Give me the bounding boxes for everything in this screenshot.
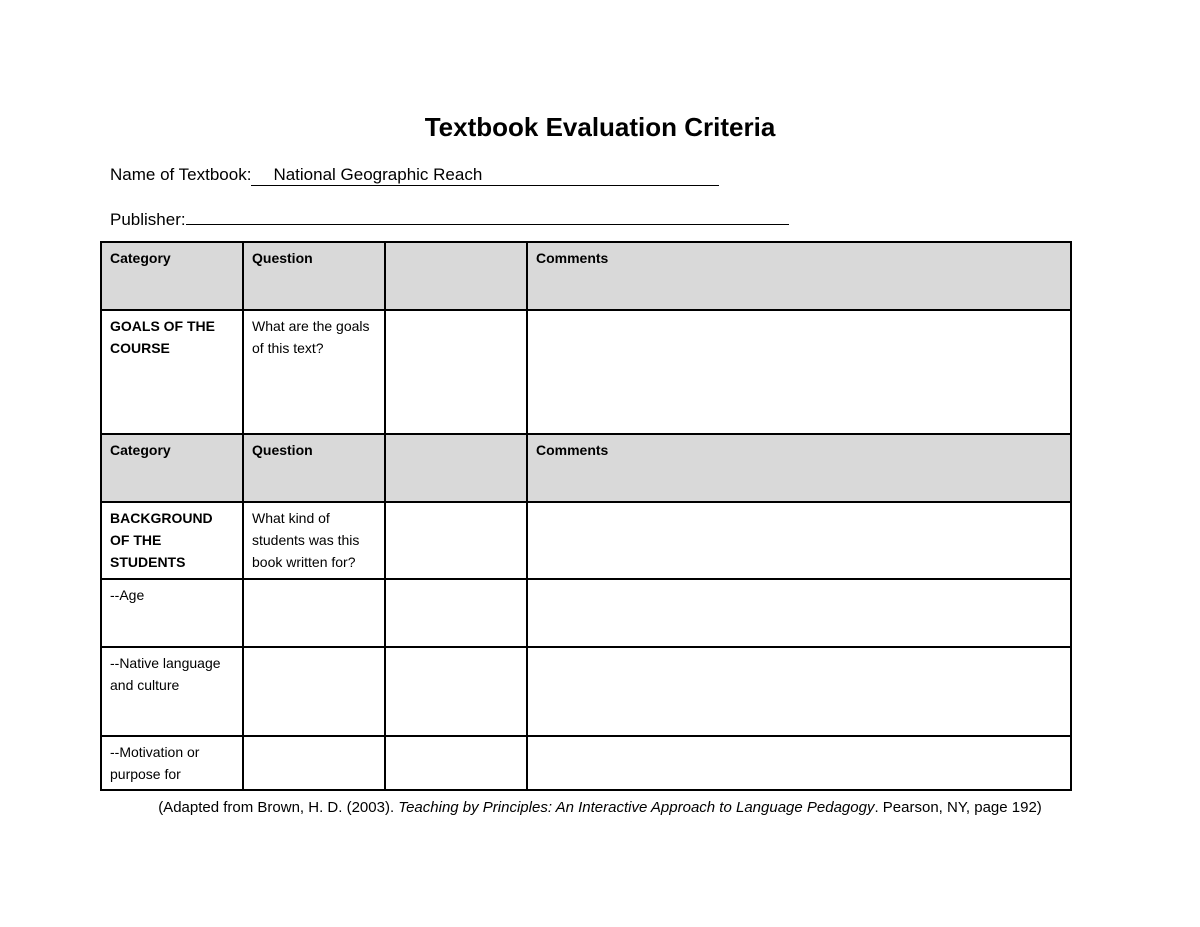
question-cell[interactable]	[243, 579, 385, 647]
table-row	[101, 647, 1071, 736]
textbook-name-value[interactable]: National Geographic Reach	[251, 165, 719, 186]
category-cell: --Motivation or purpose for	[101, 736, 243, 790]
answer-cell[interactable]	[385, 647, 527, 736]
answer-cell[interactable]	[385, 502, 527, 579]
publisher-label: Publisher:	[110, 210, 186, 229]
category-cell: GOALS OF THE COURSE	[101, 310, 243, 434]
citation-footer	[0, 799, 1200, 816]
header-question: Question	[243, 242, 385, 310]
publisher-value[interactable]	[186, 204, 789, 225]
question-cell[interactable]	[243, 647, 385, 736]
header-blank	[385, 242, 527, 310]
citation-suffix: . Pearson, NY, page 192)	[874, 799, 1042, 816]
page-title: Textbook Evaluation Criteria	[424, 112, 776, 142]
question-cell: What kind of students was this book written for?	[243, 502, 385, 579]
answer-cell[interactable]	[385, 310, 527, 434]
answer-cell[interactable]	[385, 579, 527, 647]
header-category: Category	[101, 434, 243, 502]
citation-prefix: (Adapted from Brown, H. D. (2003).	[158, 799, 399, 816]
category-cell: --Age	[101, 579, 243, 647]
category-cell: --Native language and culture	[101, 647, 243, 736]
table-row	[101, 579, 1071, 647]
question-cell[interactable]	[243, 736, 385, 790]
header-category: Category	[101, 242, 243, 310]
header-comments: Comments	[527, 242, 1071, 310]
answer-cell[interactable]	[385, 736, 527, 790]
header-blank	[385, 434, 527, 502]
table-header-row	[101, 242, 1071, 310]
textbook-name-label: Name of Textbook:	[110, 165, 252, 184]
comments-cell[interactable]	[527, 310, 1071, 434]
question-cell: What are the goals of this text?	[243, 310, 385, 434]
publisher-field	[110, 204, 789, 230]
header-comments: Comments	[527, 434, 1071, 502]
table-row	[101, 310, 1071, 434]
comments-cell[interactable]	[527, 502, 1071, 579]
comments-cell[interactable]	[527, 647, 1071, 736]
category-cell: BACKGROUND OF THE STUDENTS	[101, 502, 243, 579]
header-question: Question	[243, 434, 385, 502]
evaluation-table	[100, 241, 1072, 791]
comments-cell[interactable]	[527, 579, 1071, 647]
citation-book-title: Teaching by Principles: An Interactive Approach to Language Pedagogy	[398, 799, 875, 816]
comments-cell[interactable]	[527, 736, 1071, 790]
table-row	[101, 736, 1071, 790]
table-header-row	[101, 434, 1071, 502]
textbook-name-field	[110, 165, 719, 186]
table-row	[101, 502, 1071, 579]
